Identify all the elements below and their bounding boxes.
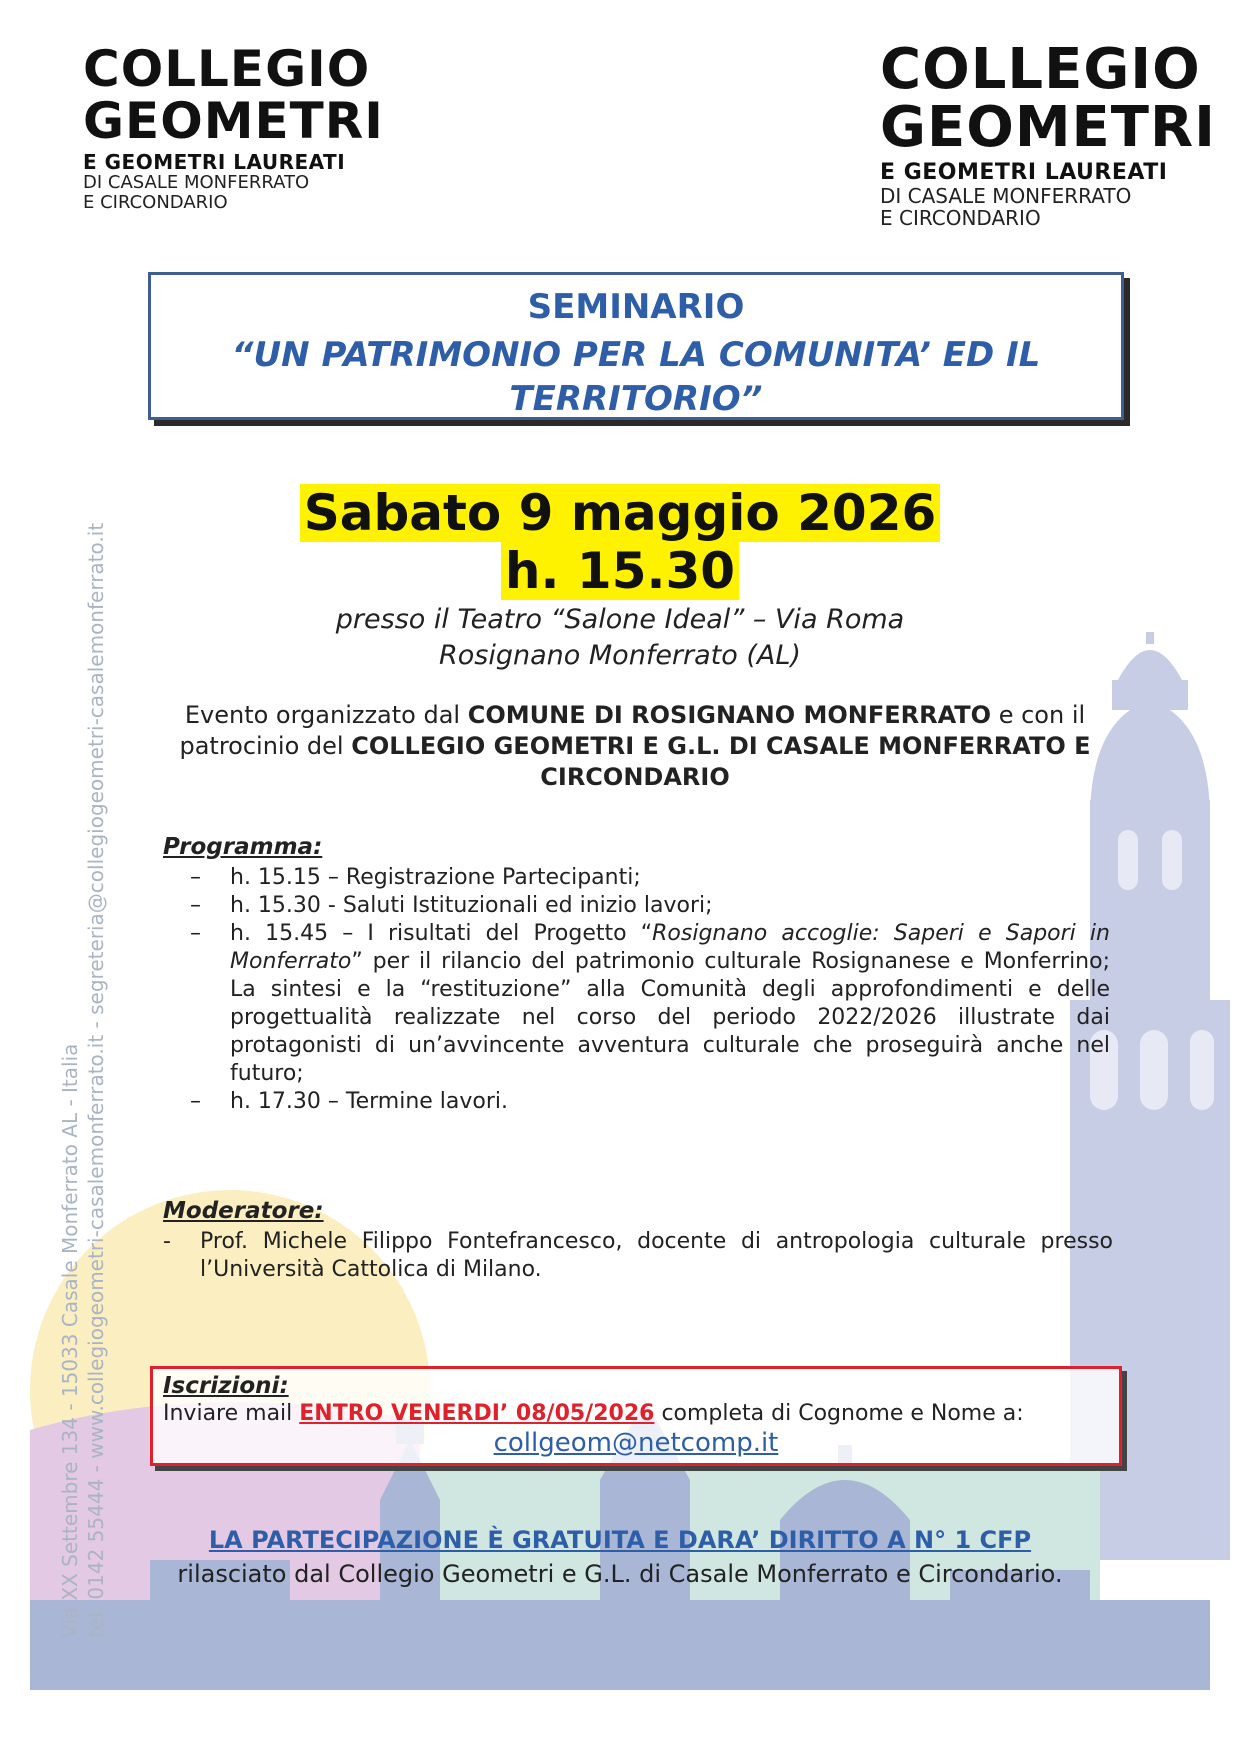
address-line: Via XX Settembre 134 - 15033 Casale Monferrato AL - Italia xyxy=(58,1043,82,1638)
event-time: h. 15.30 xyxy=(501,542,739,600)
venue-line-2: Rosignano Monferrato (AL) xyxy=(439,640,801,671)
list-dash: – xyxy=(190,893,201,918)
seminar-label: SEMINARIO xyxy=(527,287,745,327)
collegio-logo-left xyxy=(83,40,384,213)
program-item xyxy=(190,864,1110,892)
moderator-text: Prof. Michele Filippo Fontefrancesco, docente di antropologia culturale presso l’Università Cattolica di Milano. xyxy=(200,1229,1113,1282)
subscription-deadline: ENTRO VENERDI’ 08/05/2026 xyxy=(299,1401,655,1426)
organizer-middle: e con il patrocinio del xyxy=(179,701,1086,760)
contact-line: tel. 0142 55444 - www.collegiogeometri-casalemonferrato.it - segreteria@collegiogeometri-casalemonferrato.it xyxy=(84,522,108,1638)
logo-line-casale: DI CASALE MONFERRATO xyxy=(83,172,310,193)
free-participation-notice: LA PARTECIPAZIONE È GRATUITA E DARA’ DIRITTO A N° 1 CFP xyxy=(208,1526,1032,1554)
moderator-item xyxy=(163,1228,1113,1284)
subscription-suffix: completa di Cognome e Nome a: xyxy=(654,1401,1024,1426)
organizer-comune: COMUNE DI ROSIGNANO MONFERRATO xyxy=(467,701,992,729)
collegio-logo-right xyxy=(880,37,1216,230)
seminar-title: “UN PATRIMONIO PER LA COMUNITA’ ED IL TERRITORIO” xyxy=(231,335,1041,420)
logo-line-geometri: GEOMETRI xyxy=(880,95,1216,160)
program-item-text: h. 15.15 – Registrazione Partecipanti; xyxy=(230,865,641,890)
subscription-email-link[interactable]: collgeom@netcomp.it xyxy=(493,1428,779,1458)
program-heading: Programma: xyxy=(163,834,323,860)
issued-by-line: rilasciato dal Collegio Geometri e G.L. di Casale Monferrato e Circondario. xyxy=(177,1560,1063,1588)
logo-line-collegio: COLLEGIO xyxy=(880,37,1201,102)
logo-line-casale: DI CASALE MONFERRATO xyxy=(880,184,1132,208)
list-dash: - xyxy=(163,1229,171,1254)
event-date: Sabato 9 maggio 2026 xyxy=(300,484,941,542)
program-list xyxy=(190,864,1110,1116)
list-dash: – xyxy=(190,865,201,890)
logo-line-laureati: E GEOMETRI LAUREATI xyxy=(880,160,1168,185)
subscription-prefix: Inviare mail xyxy=(163,1401,300,1426)
list-dash: – xyxy=(190,921,201,946)
logo-line-circondario: E CIRCONDARIO xyxy=(83,192,228,213)
program-item-text: h. 17.30 – Termine lavori. xyxy=(230,1089,509,1114)
program-item-text: ” per il rilancio del patrimonio culturale Rosignanese e Monferrino; La sintesi e la “restituzione” alla Comunità degli approfondimenti e delle progettualità realizzate nel corso del periodo 2022/2026 illustrate dai protagonisti di un’avvincente avventura culturale che proseguirà anche nel futuro; xyxy=(230,949,1110,1086)
seminar-title-box xyxy=(148,272,1124,420)
logo-line-geometri: GEOMETRI xyxy=(83,92,384,150)
subscription-heading: Iscrizioni: xyxy=(163,1373,289,1399)
program-item xyxy=(190,920,1110,1088)
program-item xyxy=(190,1088,1110,1116)
moderator-list xyxy=(163,1228,1113,1284)
organizer-collegio: COLLEGIO GEOMETRI E G.L. DI CASALE MONFERRATO E CIRCONDARIO xyxy=(351,732,1091,791)
program-item-text: h. 15.30 - Saluti Istituzionali ed inizio lavori; xyxy=(230,893,713,918)
moderator-heading: Moderatore: xyxy=(163,1198,324,1224)
project-name: Rosignano accoglie: Saperi e Sapori in Monferrato xyxy=(230,921,1110,974)
event-date-line xyxy=(0,484,1240,542)
subscription-box xyxy=(150,1366,1122,1466)
event-time-line xyxy=(0,542,1240,600)
logo-line-circondario: E CIRCONDARIO xyxy=(880,206,1041,230)
organizer-prefix: Evento organizzato dal xyxy=(184,701,468,729)
organizer-paragraph xyxy=(140,700,1130,793)
program-item xyxy=(190,892,1110,920)
list-dash: – xyxy=(190,1089,201,1114)
venue-line-1: presso il Teatro “Salone Ideal” – Via Roma xyxy=(335,604,905,635)
logo-line-collegio: COLLEGIO xyxy=(83,40,371,98)
program-item-text: h. 15.45 – I risultati del Progetto “ xyxy=(230,921,653,946)
subscription-instructions xyxy=(163,1401,1109,1426)
logo-line-laureati: E GEOMETRI LAUREATI xyxy=(83,150,346,174)
